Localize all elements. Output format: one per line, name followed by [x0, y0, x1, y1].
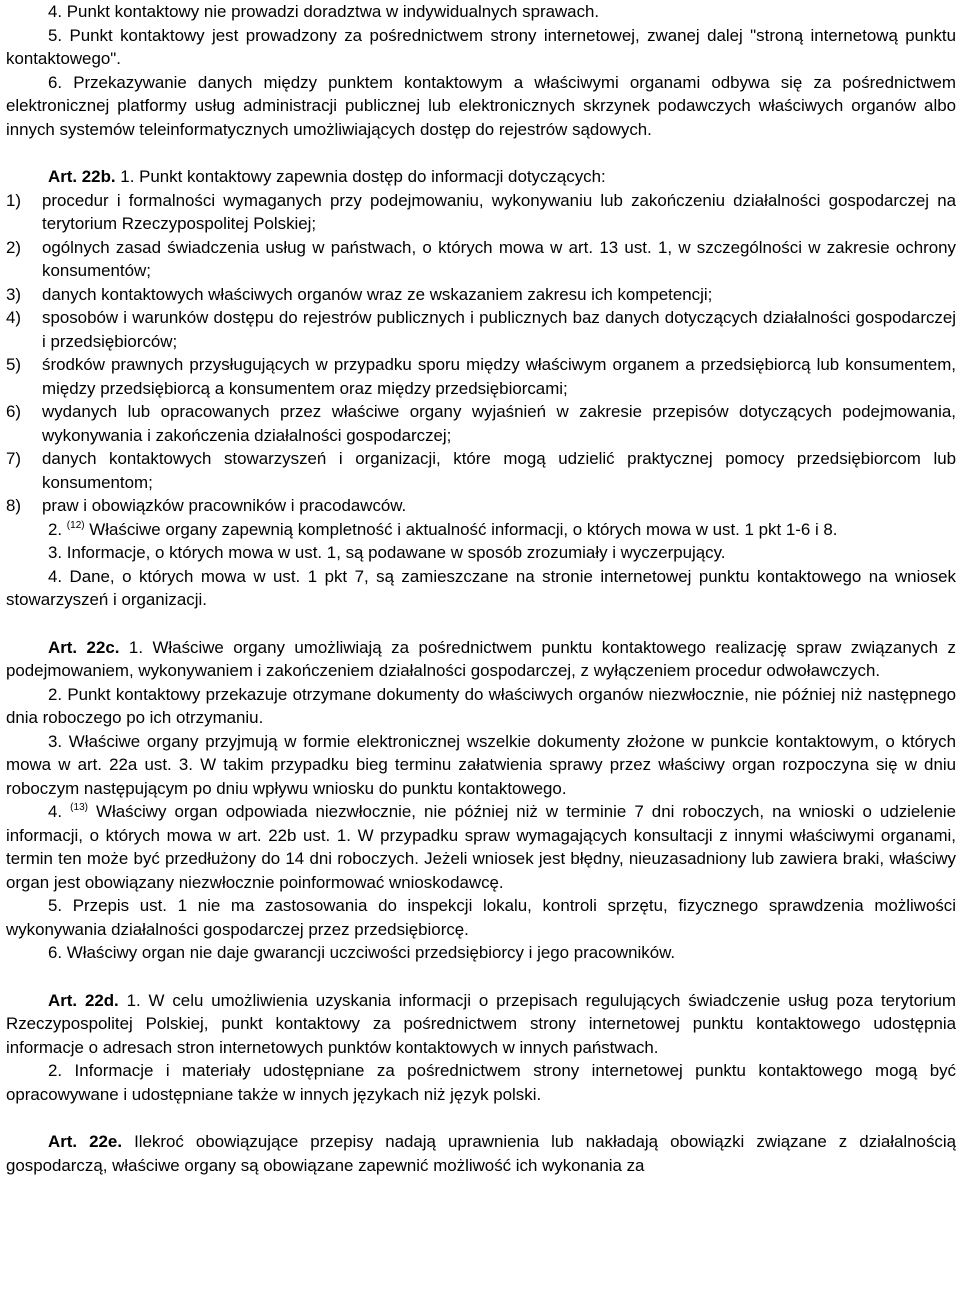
- art-22d-heading: Art. 22d.: [48, 990, 119, 1010]
- list-item: 5) środków prawnych przysługujących w przypadku sporu między właściwym organem a przedsiębiorcą lub konsumentem, między przedsiębiorcą a konsumentem oraz między przedsiębiorcami;: [6, 355, 956, 398]
- list-item: 7) danych kontaktowych stowarzyszeń i organizacji, które mogą udzielić praktycznej pomocy przedsiębiorcom lub konsumentom;: [6, 449, 956, 492]
- art-22b-intro: Art. 22b. 1. Punkt kontaktowy zapewnia dostęp do informacji dotyczących:: [48, 167, 606, 186]
- art-22d-paragraph-2: 2. Informacje i materiały udostępniane za pośrednictwem strony internetowej punktu kontaktowego mogą być opracowywane i udostępniane także w innych językach niż język polski.: [6, 1061, 956, 1104]
- art-22c-paragraph-1: Art. 22c. 1. Właściwe organy umożliwiają za pośrednictwem punktu kontaktowego realizację spraw związanych z podejmowaniem, wykonywaniem i zakończeniem działalności gospodarczej, z wyłączeniem procedur odwoławczych.: [6, 637, 956, 680]
- art-22b-paragraph-2: 2. $^{(12)}$ Właściwe organy zapewnią kompletność i aktualność informacji, o których mowa w ust. 1 pkt 1-6 i 8.: [48, 519, 838, 539]
- list-item: 8) praw i obowiązków pracowników i pracodawców.: [6, 496, 407, 515]
- art-22b-paragraph-4: 4. Dane, o których mowa w ust. 1 pkt 7, są zamieszczane na stronie internetowej punktu kontaktowego na wniosek stowarzyszeń i organizacji.: [6, 566, 956, 609]
- art-22d-paragraph-1: Art. 22d. 1. W celu umożliwienia uzyskania informacji o przepisach regulujących świadczenie usług poza terytorium Rzeczypospolitej Polskiej, punkt kontaktowy za pośrednictwem strony internetowej punktu kontaktowego udostępnia informacje o adresach stron internetowych punktów kontaktowych w innych państwach.: [6, 990, 956, 1057]
- list-item: 3) danych kontaktowych właściwych organów wraz ze wskazaniem zakresu ich kompetencji;: [6, 284, 713, 304]
- art-22c-paragraph-6: 6. Właściwy organ nie daje gwarancji uczciwości przedsiębiorcy i jego pracowników.: [48, 943, 676, 962]
- list-item: 1) procedur i formalności wymaganych przy podejmowaniu, wykonywaniu lub zakończeniu działalności gospodarczej na terytorium Rzeczypospolitej Polskiej;: [6, 190, 956, 233]
- paragraph-4: 4. Punkt kontaktowy nie prowadzi doradztwa w indywidualnych sprawach.: [48, 2, 600, 21]
- footnote-ref: (13): [70, 802, 88, 813]
- paragraph-6: 6. Przekazywanie danych między punktem kontaktowym a właściwymi organami odbywa się za pośrednictwem elektronicznej platformy usług administracji publicznej lub elektronicznych skrzynek podawczych właściwych organów albo innych systemów teleinformatycznych umożliwiających dostęp do rejestrów sądowych.: [6, 72, 956, 139]
- list-item: 2) ogólnych zasad świadczenia usług w państwach, o których mowa w art. 13 ust. 1, w szczególności w zakresie ochrony konsumentów;: [6, 237, 956, 280]
- art-22b-paragraph-3: 3. Informacje, o których mowa w ust. 1, są podawane w sposób zrozumiały i wyczerpujący.: [48, 543, 726, 562]
- art-22c-heading: Art. 22c.: [48, 637, 120, 657]
- list-item: 6) wydanych lub opracowanych przez właściwe organy wyjaśnień w zakresie przepisów dotyczących podejmowania, wykonywania i zakończenia działalności gospodarczej;: [6, 402, 956, 445]
- art-22e-heading: Art. 22e.: [48, 1132, 123, 1151]
- footnote-ref: (12): [66, 519, 85, 531]
- paragraph-5: 5. Punkt kontaktowy jest prowadzony za pośrednictwem strony internetowej, zwanej dalej "stroną internetową punktu kontaktowego".: [6, 25, 956, 68]
- art-22c-paragraph-2: 2. Punkt kontaktowy przekazuje otrzymane dokumenty do właściwych organów niezwłocznie, nie później niż następnego dnia roboczego po ich otrzymaniu.: [6, 684, 956, 727]
- art-22c-paragraph-3: 3. Właściwe organy przyjmują w formie elektronicznej wszelkie dokumenty złożone w punkcie kontaktowym, o których mowa w art. 22a ust. 3. W takim przypadku bieg terminu załatwienia sprawy przez właściwy organ rozpoczyna się w dniu roboczym następującym po dniu wpływu wniosku do punktu kontaktowego.: [6, 731, 956, 798]
- list-item: 4) sposobów i warunków dostępu do rejestrów publicznych i publicznych baz danych dotyczących działalności gospodarczej i przedsiębiorców;: [6, 308, 956, 351]
- art-22c-paragraph-5: 5. Przepis ust. 1 nie ma zastosowania do inspekcji lokalu, kontroli sprzętu, fizycznego sprawdzenia możliwości wykonywania działalności gospodarczej przez przedsiębiorcę.: [6, 896, 956, 939]
- art-22c-paragraph-4: 4. $^{(13)}$ Właściwy organ odpowiada niezwłocznie, nie później niż w terminie 7 dni roboczych, na wnioski o udzielenie informacji, o których mowa w art. 22b ust. 1. W przypadku spraw wymagających konsultacji z innymi właściwymi organami, termin ten może być przedłużony do 14 dni roboczych. Jeżeli wniosek jest błędny, nieuzasadniony lub zawiera braki, właściwy organ jest obowiązany niezwłocznie poinformować wnioskodawcę.: [6, 802, 956, 892]
- art-22b-heading: Art. 22b.: [48, 167, 116, 186]
- art-22e-paragraph: Art. 22e. Ilekroć obowiązujące przepisy nadają uprawnienia lub nakładają obowiązki związane z działalnością gospodarczą, właściwe organy są obowiązane zapewnić możliwość ich wykonania za: [6, 1132, 956, 1175]
